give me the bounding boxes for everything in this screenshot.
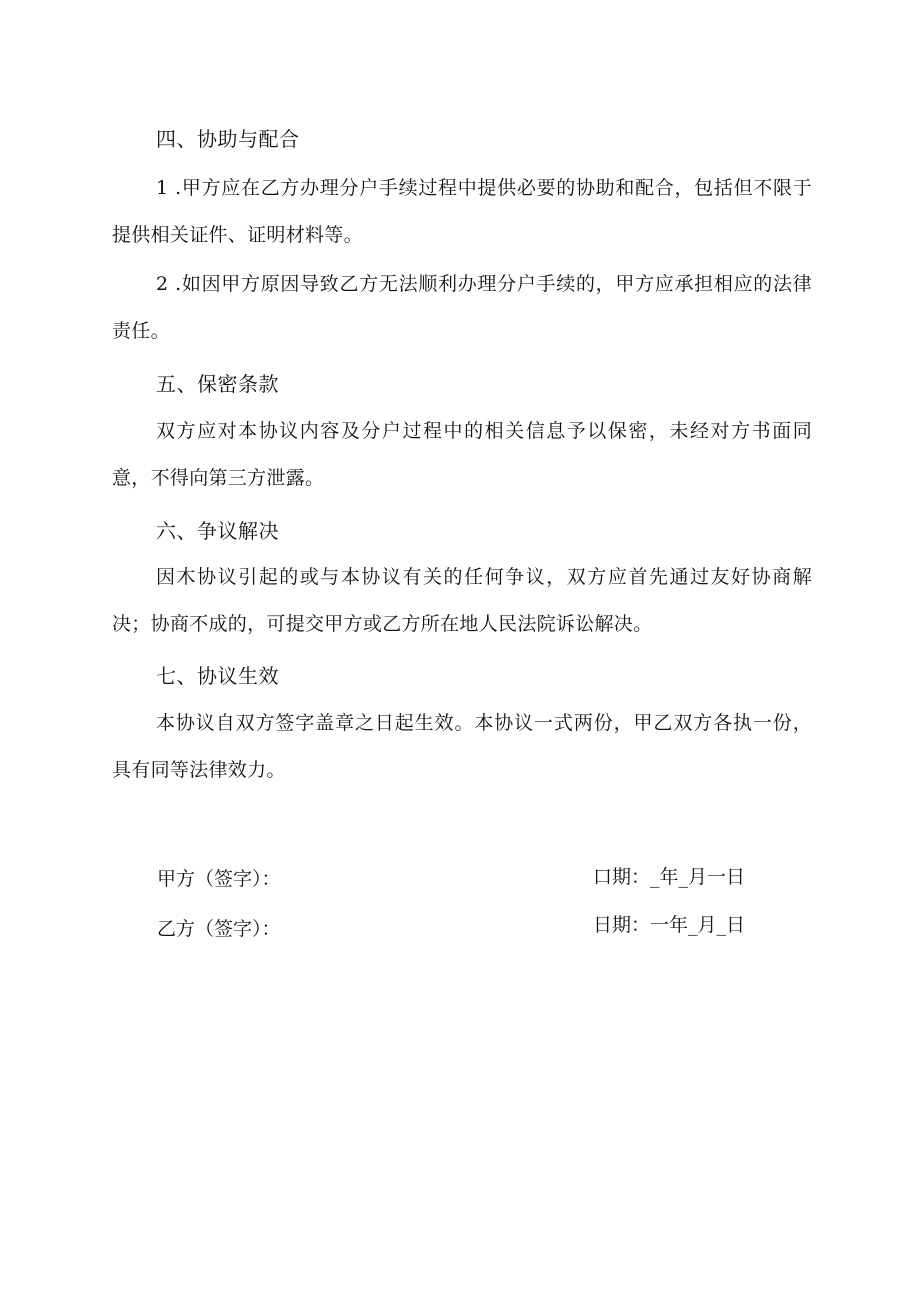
section-heading-assistance: 四、协助与配合 [156,127,300,151]
clause-dispute: 因木协议引起的或与本协议有关的任何争议，双方应首先通过友好协商解决；协商不成的，可提交甲方或乙方所在地人民法院诉讼解决。 [112,566,812,635]
clause-assistance-2: 2 .如因甲方原因导致乙方无法顺利办理分户手续的，甲方应承担相应的法律责任。 [112,273,812,342]
party-b-signature-label: 乙方（签字）： [157,918,281,940]
party-a-signature-label: 甲方（签字）： [157,868,281,890]
clause-assistance-1: 1 .甲方应在乙方办理分户手续过程中提供必要的协助和配合，包括但不限于提供相关证件、证明材料等。 [112,177,812,246]
party-a-date-label: 口期：_年_月一日 [593,866,746,888]
clause-confidentiality: 双方应对本协议内容及分户过程中的相关信息予以保密，未经对方书面同意，不得向第三方泄露。 [112,420,812,489]
party-b-date-label: 日期：一年_月_日 [593,914,746,936]
section-heading-effectiveness: 七、协议生效 [156,664,279,688]
section-heading-confidentiality: 五、保密条款 [156,372,279,396]
section-heading-dispute: 六、争议解决 [156,519,279,543]
clause-effectiveness: 本协议自双方签字盖章之日起生效。本协议一式两份，甲乙双方各执一份，具有同等法律效力。 [112,712,812,781]
